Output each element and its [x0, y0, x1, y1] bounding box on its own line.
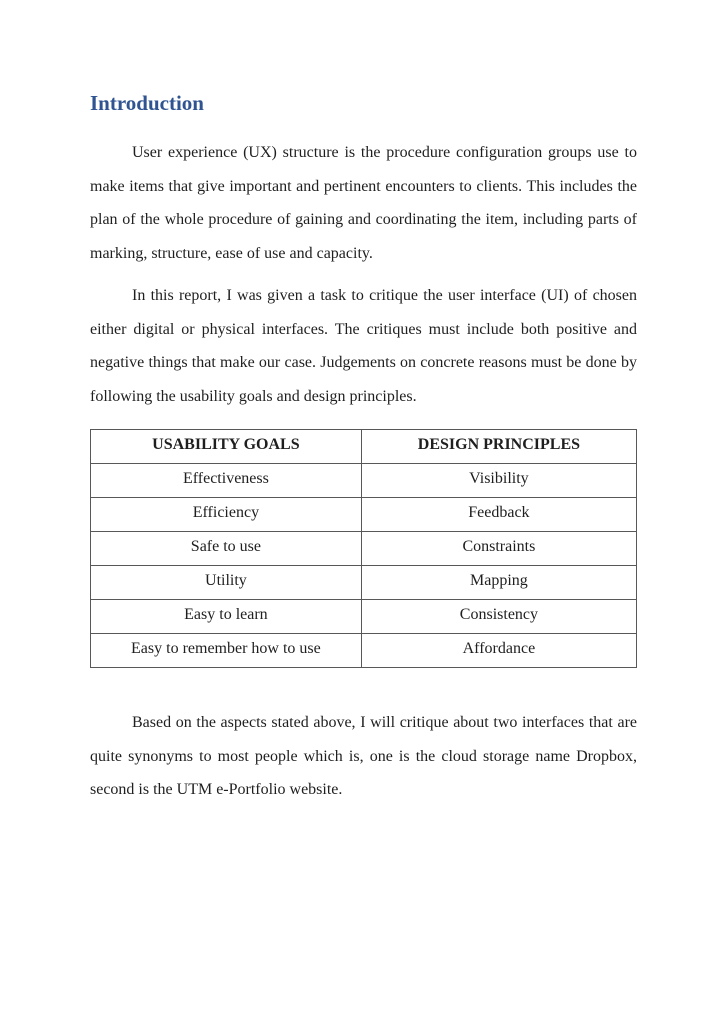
table-cell-design-principle: Visibility — [361, 464, 636, 498]
table-header-row — [91, 430, 637, 464]
table-cell-design-principle: Mapping — [361, 566, 636, 600]
table-cell-usability-goal: Safe to use — [91, 532, 362, 566]
table-cell-design-principle: Consistency — [361, 600, 636, 634]
table-cell-design-principle: Constraints — [361, 532, 636, 566]
paragraph-report-task: In this report, I was given a task to critique the user interface (UI) of chosen either digital or physical interfaces. The critiques must include both positive and negative things that make our case. Judgements on concrete reasons must be done by following the usability goals and design principles. — [90, 287, 637, 405]
table-row — [91, 566, 637, 600]
section-heading: Introduction — [90, 91, 204, 115]
table-cell-usability-goal: Effectiveness — [91, 464, 362, 498]
table-row — [91, 464, 637, 498]
table-cell-design-principle: Affordance — [361, 634, 636, 668]
col-header-design-principles: DESIGN PRINCIPLES — [361, 430, 636, 464]
table-cell-design-principle: Feedback — [361, 498, 636, 532]
col-header-usability-goals: USABILITY GOALS — [91, 430, 362, 464]
table-row — [91, 600, 637, 634]
paragraph-ux-definition: User experience (UX) structure is the procedure configuration groups use to make items that give important and pertinent encounters to clients. This includes the plan of the whole procedure of gaining and coordinating the item, including parts of marking, structure, ease of use and capacity. — [90, 144, 637, 262]
table-cell-usability-goal: Efficiency — [91, 498, 362, 532]
table-cell-usability-goal: Utility — [91, 566, 362, 600]
table-cell-usability-goal: Easy to learn — [91, 600, 362, 634]
usability-design-table — [90, 429, 637, 668]
table-row — [91, 532, 637, 566]
table-row — [91, 634, 637, 668]
table-cell-usability-goal: Easy to remember how to use — [91, 634, 362, 668]
table-row — [91, 498, 637, 532]
paragraph-conclusion: Based on the aspects stated above, I will critique about two interfaces that are quite synonyms to most people which is, one is the cloud storage name Dropbox, second is the UTM e-Portfolio website. — [90, 714, 637, 798]
